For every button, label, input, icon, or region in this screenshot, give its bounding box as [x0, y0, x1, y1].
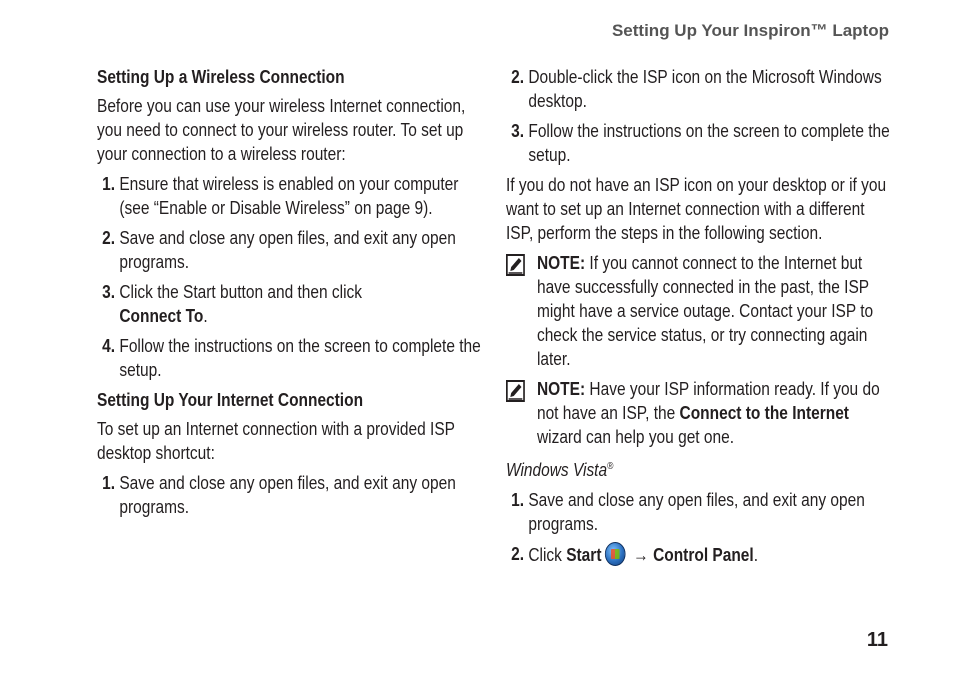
isp-paragraph: If you do not have an ISP icon on your desktop or if you want to set up an Internet connection with a different ISP, perform the steps in the following section.	[506, 175, 887, 243]
windows-start-orb-icon	[605, 542, 626, 566]
step-tail: .	[753, 545, 759, 565]
left-column	[97, 65, 489, 525]
step-text: Save and close any open files, and exit any open programs.	[528, 490, 865, 534]
step-text: Click the Start button and then click	[119, 282, 363, 302]
step-text: Ensure that wireless is enabled on your computer (see “Enable or Disable Wireless” on page 9).	[119, 174, 459, 218]
pencil-note-icon	[506, 251, 537, 371]
note-isp-info	[506, 377, 893, 449]
wireless-intro: Before you can use your wireless Internet connection, you need to connect to your wireless router. To set up your connection to a wireless router:	[97, 96, 466, 164]
note-text: If you cannot connect to the Internet but have successfully connected in the past, the ISP might have a service outage. Contact your ISP to check the service status, or try connecting again later.	[536, 253, 874, 369]
section-heading-internet: Setting Up Your Internet Connection	[97, 390, 364, 410]
page-number: 11	[866, 629, 888, 651]
control-panel-label: Control Panel	[653, 545, 754, 565]
wireless-step-4	[97, 334, 488, 382]
connect-to-label: Connect To	[119, 306, 204, 326]
note-outage	[506, 251, 893, 371]
registered-mark: ®	[607, 461, 614, 472]
step-number: 2.	[511, 544, 525, 564]
step-text: Click	[528, 545, 567, 565]
step-text: Save and close any open files, and exit any open programs.	[119, 228, 456, 272]
step-body	[528, 542, 893, 567]
wireless-step-3	[97, 280, 488, 328]
internet-step-3	[506, 119, 893, 167]
step-number: 2.	[102, 228, 116, 248]
note-body	[537, 377, 893, 449]
step-number: 1.	[102, 473, 116, 493]
step-number: 4.	[102, 336, 116, 356]
step-number: 2.	[511, 67, 525, 87]
step-text: Double-click the ISP icon on the Microsoft Windows desktop.	[528, 67, 882, 111]
wireless-step-1	[97, 172, 488, 220]
internet-intro: To set up an Internet connection with a provided ISP desktop shortcut:	[97, 419, 455, 463]
note-text: Have your ISP information ready. If you do not have an ISP, the	[536, 379, 880, 423]
step-body	[119, 280, 488, 328]
note-label: NOTE:	[536, 253, 586, 273]
step-number: 1.	[511, 490, 525, 510]
start-label: Start	[566, 545, 602, 565]
step-tail: .	[203, 306, 208, 326]
internet-step-2	[506, 65, 893, 113]
arrow: →	[628, 545, 654, 565]
os-name: Windows Vista	[506, 460, 608, 480]
running-header: Setting Up Your Inspiron™ Laptop	[611, 21, 889, 40]
internet-step-1	[97, 471, 488, 519]
pencil-note-icon	[506, 377, 537, 449]
vista-step-2	[506, 542, 893, 567]
step-text: Follow the instructions on the screen to complete the setup.	[528, 121, 890, 165]
step-number: 1.	[102, 174, 116, 194]
right-column	[506, 65, 894, 573]
vista-step-1	[506, 488, 893, 536]
step-text: Save and close any open files, and exit any open programs.	[119, 473, 456, 517]
connect-to-internet-label: Connect to the Internet	[679, 403, 849, 423]
os-label	[506, 455, 893, 482]
step-number: 3.	[102, 282, 116, 302]
section-heading-wireless: Setting Up a Wireless Connection	[97, 67, 345, 87]
step-number: 3.	[511, 121, 525, 141]
wireless-step-2	[97, 226, 488, 274]
note-label: NOTE:	[536, 379, 586, 399]
note-tail: wizard can help you get one.	[536, 427, 735, 447]
step-text: Follow the instructions on the screen to complete the setup.	[119, 336, 481, 380]
note-body	[537, 251, 893, 371]
